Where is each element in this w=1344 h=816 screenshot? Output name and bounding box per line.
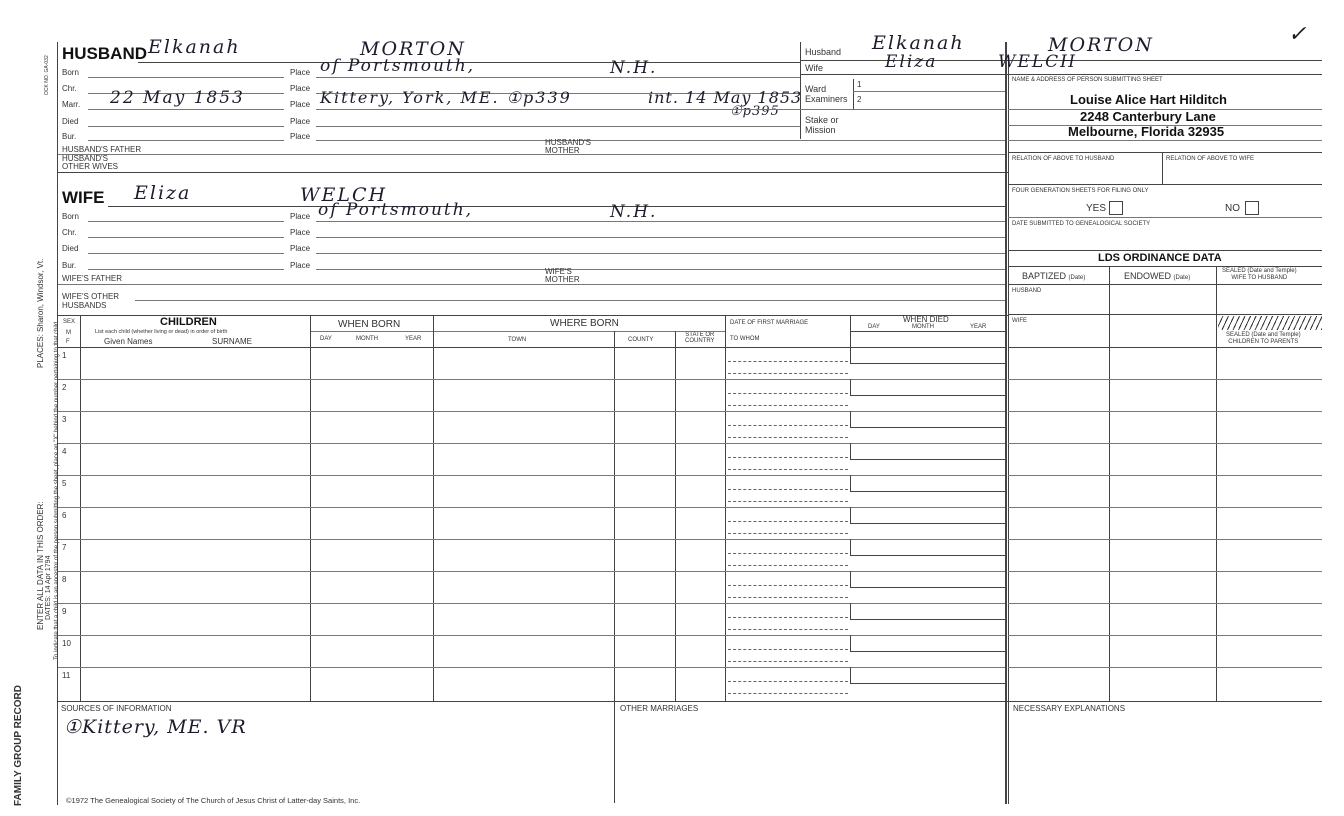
no-checkbox[interactable]: [1245, 201, 1259, 215]
yes-label: YES: [1086, 203, 1107, 214]
child-row-number: 10: [62, 639, 71, 648]
stake-mission-label: Stake or Mission: [805, 115, 839, 135]
born-month-header: MONTH: [356, 336, 378, 342]
husband-died-place-label: Place: [290, 117, 311, 126]
lds-husband-row: HUSBAND: [1012, 288, 1042, 294]
husband-born-place: of Portsmouth,: [320, 56, 476, 76]
marriage-date-line: [728, 553, 848, 554]
wife-surname: WELCH: [300, 184, 388, 206]
town-header: TOWN: [508, 337, 527, 343]
wife-label: WIFE: [62, 188, 105, 207]
sex-m-header: M: [66, 330, 71, 336]
child-row-number: 7: [62, 543, 67, 552]
header-husband-given: Elkanah: [872, 32, 965, 54]
hatched-cell: [1218, 316, 1322, 330]
husband-born-label: Born: [62, 68, 79, 77]
child-row-number: 4: [62, 447, 67, 456]
child-row-number: 11: [62, 671, 71, 680]
to-whom-line: [728, 597, 848, 598]
check-mark: ✓: [1288, 22, 1307, 47]
to-whom-line: [728, 373, 848, 374]
born-day-header: DAY: [320, 336, 332, 342]
relation-husband-label: RELATION OF ABOVE TO HUSBAND: [1012, 156, 1115, 162]
other-marriages-label: OTHER MARRIAGES: [620, 704, 699, 713]
husband-bur-label: Bur.: [62, 132, 77, 141]
died-day-header: DAY: [868, 324, 880, 330]
header-husband-label: Husband: [805, 47, 842, 57]
places-note: PLACES: Sharon, Windsor, Vt.: [36, 258, 45, 368]
marriage-date-line: [728, 425, 848, 426]
child-row-number: 9: [62, 607, 67, 616]
wife-chr-label: Chr.: [62, 228, 77, 237]
four-generation-label: FOUR GENERATION SHEETS FOR FILING ONLY: [1012, 188, 1149, 194]
necessary-explanations-label: NECESSARY EXPLANATIONS: [1013, 704, 1126, 713]
husband-died-label: Died: [62, 117, 79, 126]
child-row-number: 1: [62, 351, 67, 360]
sex-f-header: F: [66, 339, 70, 345]
submitter-city: Melbourne, Florida 32935: [1068, 124, 1225, 139]
no-label: NO: [1225, 203, 1240, 214]
wife-bur-place-label: Place: [290, 261, 311, 270]
child-row-number: 3: [62, 415, 67, 424]
husband-chr-label: Chr.: [62, 84, 77, 93]
marriage-reference: ①p395: [730, 104, 780, 119]
wife-died-place-label: Place: [290, 244, 311, 253]
marriage-date: 22 May 1853: [110, 88, 245, 108]
submitter-name: Louise Alice Hart Hilditch: [1070, 92, 1227, 107]
form-number: OCK NO. GA-032: [44, 55, 50, 95]
ward-1: 1: [857, 80, 862, 89]
children-header: CHILDREN: [160, 316, 217, 328]
baptized-header: BAPTIZED (Date): [1022, 271, 1086, 281]
husband-chr-place-label: Place: [290, 84, 311, 93]
child-row-number: 6: [62, 511, 67, 520]
submitter-street: 2248 Canterbury Lane: [1080, 109, 1216, 124]
to-whom-line: [728, 501, 848, 502]
husbands-father-label: HUSBAND'S FATHER: [62, 145, 142, 154]
wifes-mother-label: WIFE'S MOTHER: [545, 267, 580, 284]
marriage-date-line: [728, 393, 848, 394]
husband-given-name: Elkanah: [148, 36, 241, 58]
marriage-date-line: [728, 681, 848, 682]
to-whom-header: TO WHOM: [730, 336, 760, 342]
marriage-date-line: [728, 489, 848, 490]
children-note: List each child (whether living or dead) in order of birth: [95, 329, 228, 335]
sex-header: SEX: [63, 319, 76, 325]
husband-bur-place-label: Place: [290, 132, 311, 141]
husbands-other-wives-label: HUSBAND'S OTHER WIVES: [62, 154, 119, 171]
sealed-children-header: SEALED (Date and Temple) CHILDREN TO PARENTS: [1226, 332, 1301, 345]
wifes-other-husbands-label: WIFE'S OTHER HUSBANDS: [62, 292, 120, 310]
child-row-number: 2: [62, 383, 67, 392]
relation-wife-label: RELATION OF ABOVE TO WIFE: [1166, 156, 1255, 162]
wife-given-name: Eliza: [134, 182, 192, 204]
to-whom-line: [728, 693, 848, 694]
wifes-father-label: WIFE'S FATHER: [62, 274, 123, 283]
ancestor-note: To indicate that a child is an ancestor of the person submitting the sheet, place an "X" behind the number pertaining to that child: [54, 321, 60, 660]
marriage-date-line: [728, 521, 848, 522]
husband-born-place-label: Place: [290, 68, 311, 77]
wife-born-label: Born: [62, 212, 79, 221]
wife-born-place: of Portsmouth,: [318, 200, 474, 220]
marriage-date-line: [728, 649, 848, 650]
husband-born-state: N.H.: [610, 58, 658, 78]
when-died-header: WHEN DIED: [903, 315, 949, 324]
county-header: COUNTY: [628, 337, 654, 343]
marriage-date-line: [728, 361, 848, 362]
ward-examiners-label: Ward Examiners: [805, 84, 848, 104]
sources-label: SOURCES OF INFORMATION: [61, 704, 172, 713]
name-address-label: NAME & ADDRESS OF PERSON SUBMITTING SHEET: [1012, 77, 1163, 83]
marriage-date-line: [728, 617, 848, 618]
ward-2: 2: [857, 95, 862, 104]
to-whom-line: [728, 437, 848, 438]
to-whom-line: [728, 629, 848, 630]
marriage-date-line: [728, 457, 848, 458]
sealed-wife-header: SEALED (Date and Temple) WIFE TO HUSBAND: [1222, 268, 1297, 281]
husband-marr-place-label: Place: [290, 100, 311, 109]
marriage-intention: int. 14 May 1853: [648, 88, 803, 107]
husbands-mother-label: HUSBAND'S MOTHER: [545, 138, 591, 155]
born-year-header: YEAR: [405, 336, 422, 342]
where-born-header: WHERE BORN: [550, 318, 619, 329]
record-title: FAMILY GROUP RECORD: [13, 685, 24, 806]
wife-born-state: N.H.: [610, 202, 658, 222]
wife-chr-place-label: Place: [290, 228, 311, 237]
died-month-header: MONTH: [912, 324, 934, 330]
marriage-date-line: [728, 585, 848, 586]
child-row-number: 8: [62, 575, 67, 584]
husband-surname: MORTON: [360, 38, 466, 60]
child-row-number: 5: [62, 479, 67, 488]
to-whom-line: [728, 469, 848, 470]
date-submitted-label: DATE SUBMITTED TO GENEALOGICAL SOCIETY: [1012, 221, 1151, 227]
header-wife-given: Eliza: [885, 52, 938, 72]
when-born-header: WHEN BORN: [338, 319, 401, 330]
to-whom-line: [728, 661, 848, 662]
to-whom-line: [728, 565, 848, 566]
given-names-header: Given Names: [104, 337, 153, 346]
copyright: ©1972 The Genealogical Society of The Church of Jesus Christ of Latter-day Saints, Inc.: [66, 796, 361, 805]
wife-born-place-label: Place: [290, 212, 311, 221]
wife-bur-label: Bur.: [62, 261, 77, 270]
header-husband-surname: MORTON: [1048, 34, 1154, 56]
died-year-header: YEAR: [970, 324, 987, 330]
wife-died-label: Died: [62, 244, 79, 253]
husband-marr-label: Marr.: [62, 100, 81, 109]
dates-note: DATES: 14 Apr 1794: [45, 555, 52, 620]
sources-entry: ①Kittery, ME. VR: [64, 716, 247, 738]
yes-checkbox[interactable]: [1109, 201, 1123, 215]
to-whom-line: [728, 405, 848, 406]
marriage-place: Kittery, York, ME. ①p339: [320, 88, 572, 107]
endowed-header: ENDOWED (Date): [1124, 271, 1191, 281]
header-wife-surname: WELCH: [998, 52, 1078, 72]
husband-label: HUSBAND: [62, 44, 147, 63]
enter-order-note: ENTER ALL DATA IN THIS ORDER:: [36, 501, 45, 630]
lds-title: LDS ORDINANCE DATA: [1098, 252, 1222, 264]
lds-wife-row: WIFE: [1012, 318, 1027, 324]
first-marriage-header: DATE OF FIRST MARRIAGE: [730, 320, 809, 326]
to-whom-line: [728, 533, 848, 534]
state-header: STATE OR COUNTRY: [685, 332, 715, 344]
surname-header: SURNAME: [212, 337, 253, 346]
header-wife-label: Wife: [805, 63, 823, 73]
